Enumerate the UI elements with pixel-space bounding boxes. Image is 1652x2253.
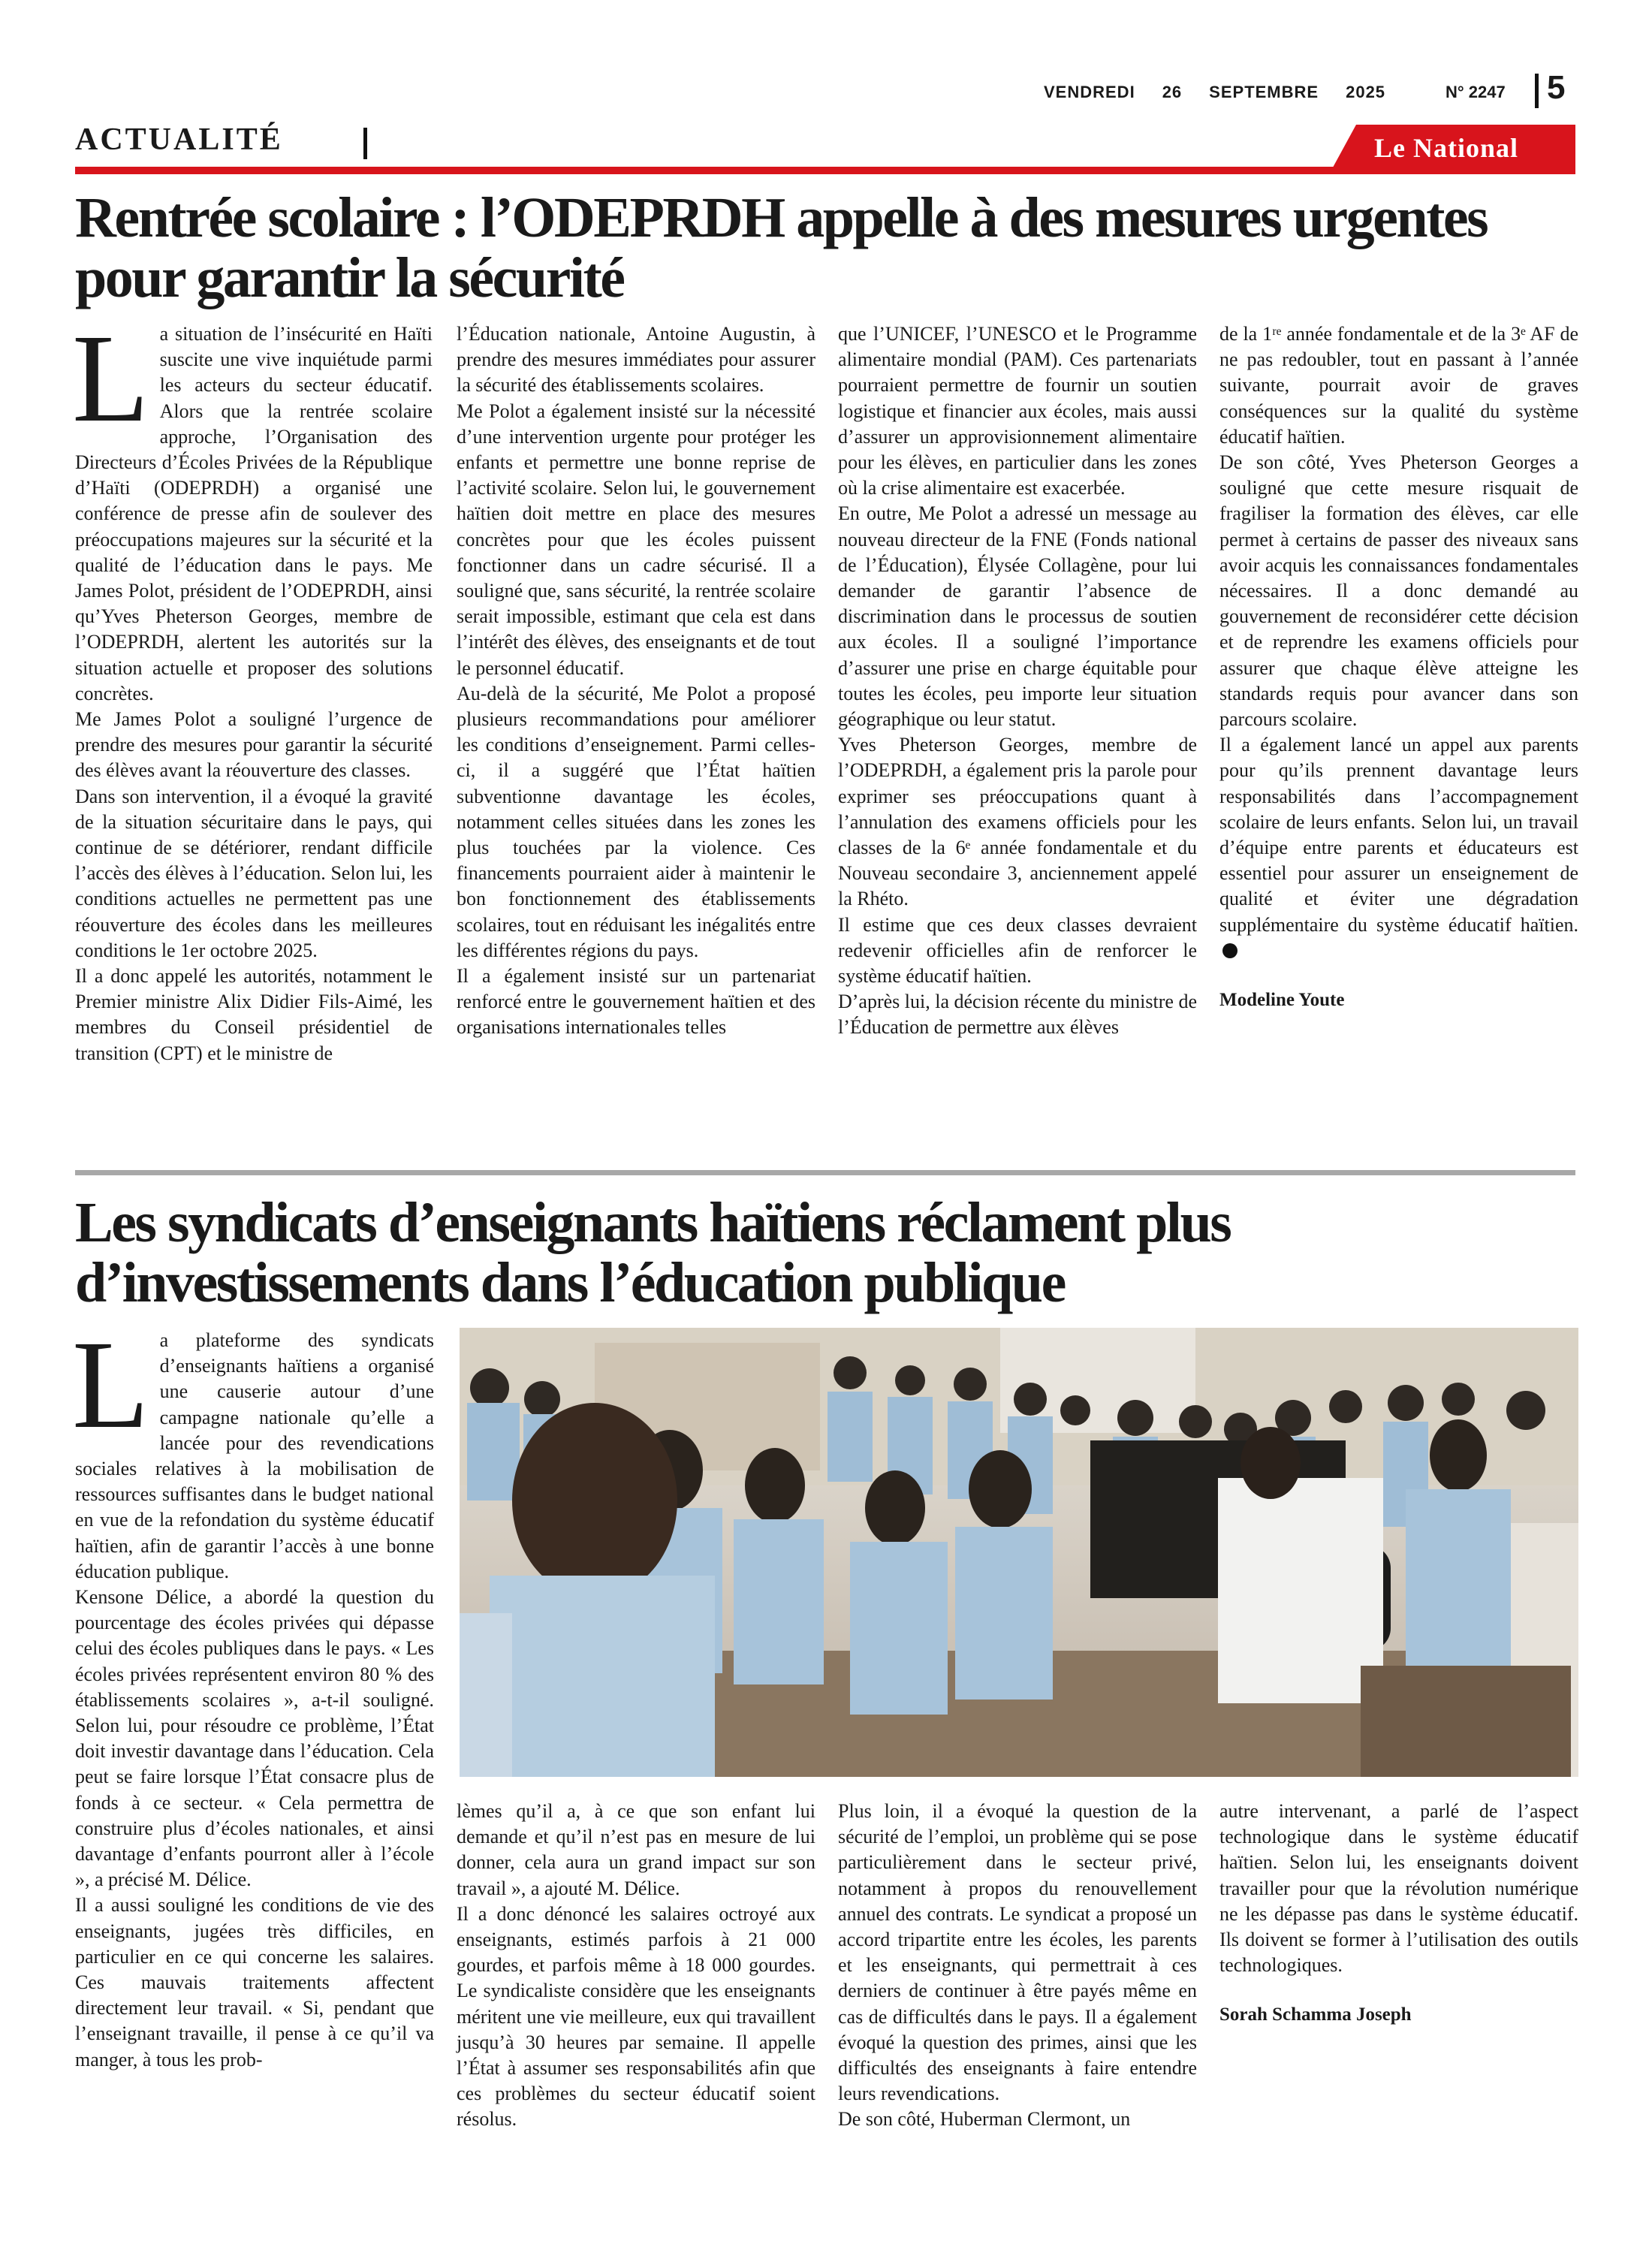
- section-label: ACTUALITÉ: [75, 122, 283, 157]
- article1-paragraph: De son côté, Yves Pheterson Georges a souligné que cette mesure risquait de fragiliser la formation des élèves, car elle permet à certains de passer des niveaux sans avoir acquis les connaissances fondamentales nécessaires. Il a donc demandé au gouvernement de reconsidérer cette décision et de reprendre les examens officiels pour assurer que chaque élève atteigne les standards requis pour avancer dans son parcours scolaire.: [1219, 451, 1578, 731]
- article1-column-1: [72, 309, 433, 1066]
- article1-paragraph: Yves Pheterson Georges, membre de l’ODEPRDH, a également pris la parole pour exprimer ses préoccupations quant à l’annulation des examens officiels pour les classes de la 6ᵉ année fondamentale et du Nouveau secondaire 3, anciennement appelé la Rhéto.: [838, 734, 1197, 910]
- article1-paragraph: Au-delà de la sécurité, Me Polot a proposé plusieurs recommandations pour améliorer les conditions d’enseignement. Parmi celles-ci, il a suggéré que l’État haïtien subventionne davantage les écoles, notamment celles situées dans les zones les plus touchées par la violence. Ces financements pourraient aider à maintenir le bon fonctionnement des établissements scolaires, tout en réduisant les inégalités entre les différentes régions du pays.: [457, 682, 815, 961]
- article2-column-3: [838, 1799, 1197, 2133]
- article2-headline: Les syndicats d’enseignants haïtiens réclament plus d’investissements dans l’éducation publique: [75, 1191, 1231, 1314]
- article2-column-4: [1219, 1799, 1578, 2028]
- article1-paragraph: Il a également lancé un appel aux parents pour qu’ils prennent davantage leurs responsabilités dans l’accompagnement scolaire de leurs enfants. Selon lui, un travail d’équipe entre parents et éducateurs est essentiel pour assurer un enseignement de qualité et éviter une dégradation supplémentaire du système éducatif haïtien.: [1219, 732, 1578, 964]
- folio-divider: [1535, 74, 1539, 108]
- section-divider: [363, 128, 367, 159]
- folio-month: SEPTEMBRE: [1209, 83, 1319, 101]
- folio-date: [1044, 83, 1412, 102]
- article1-paragraph: En outre, Me Polot a adressé un message au nouveau directeur de la FNE (Fonds national de l’Éducation), Élysée Collagène, pour lui demander de garantir l’absence de discrimination dans le processus de soutien aux écoles. Il a souligné l’importance d’assurer une prise en charge équitable pour toutes les écoles, peu importe leur situation géographique ou leur statut.: [838, 502, 1197, 731]
- article1-column-4: [1219, 321, 1578, 1013]
- article1-dropcap: L: [72, 309, 149, 448]
- article2-paragraph: Il a donc dénoncé les salaires octroyé aux enseignants, estimés parfois à 21 000 gourdes, et parfois même à 18 000 gourdes. Le syndicaliste considère que les enseignants méritent une vie meilleure, eux qui travaillent jusqu’à 30 heures par semaine. Il appelle l’État à assumer ses responsabilités afin que ces problèmes du secteur éducatif soient résolus.: [457, 1902, 815, 2131]
- article1-paragraph: l’Éducation nationale, Antoine Augustin, à prendre des mesures immédiates pour assurer la sécurité des établissements scolaires.: [457, 323, 815, 397]
- folio-day: VENDREDI: [1044, 83, 1135, 101]
- article2-paragraph: De son côté, Huberman Clermont, un: [838, 2108, 1131, 2131]
- article2-paragraph: Plus loin, il a évoqué la question de la sécurité de l’emploi, un problème qui se pose particulièrement dans le secteur privé, notamment à propos du renouvellement annuel des contrats. Le syndicat a proposé un accord tripartite entre les écoles, les parents et les enseignants, qui permettrait à ces derniers de continuer à être payés même en cas de difficultés dans le pays. Il a également évoqué la question des primes, ainsi que les difficultés des enseignants à faire entendre leurs revendications.: [838, 1800, 1197, 2105]
- article2-byline: Sorah Schamma Joseph: [1219, 2004, 1412, 2025]
- article2-dropcap: L: [72, 1315, 149, 1455]
- article2-paragraph: lèmes qu’il a, à ce que son enfant lui demande et qu’il n’est pas en mesure de lui donner, cela aura un grand impact sur son travail », a ajouté M. Délice.: [457, 1800, 815, 1899]
- article1-headline: Rentrée scolaire : l’ODEPRDH appelle à des mesures urgentes pour garantir la sécurité: [75, 186, 1488, 309]
- article1-byline: Modeline Youte: [1219, 990, 1345, 1011]
- folio-date-num: 26: [1162, 83, 1183, 101]
- article1-paragraph: Il a donc appelé les autorités, notamment le Premier ministre Alix Didier Fils-Aimé, les membres du Conseil présidentiel de transition (CPT) et le ministre de: [75, 965, 433, 1064]
- article-separator: [75, 1170, 1575, 1175]
- article1-paragraph: Dans son intervention, il a évoqué la gravité de la situation sécuritaire dans le pays, qui continue de se détériorer, rendant difficile l’accès des élèves à l’éducation. Selon lui, les conditions actuelles ne permettent pas une réouverture des écoles dans les meilleures conditions le 1er octobre 2025.: [75, 785, 433, 961]
- article2-paragraph: Kensone Délice, a abordé la question du pourcentage des écoles privées qui dépasse celui des écoles publiques dans le pays. « Les écoles privées représentent environ 80 % des établissements scolaires », a-t-il souligné. Selon lui, pour résoudre ce problème, l’État doit investir davantage dans l’éducation. Cela peut se faire lorsque l’État consacre plus de fonds à ce secteur. « Cela permettra de construire plus d’écoles nationales, et ainsi davantage d’enfants pourront aller à l’école », a précisé M. Délice.: [75, 1586, 434, 1891]
- folio-year: 2025: [1346, 83, 1386, 101]
- article1-paragraph: D’après lui, la décision récente du ministre de l’Éducation de permettre aux élèves: [838, 991, 1197, 1039]
- end-mark-icon: [1222, 943, 1237, 958]
- article2-column-1: [72, 1315, 434, 2073]
- article1-column-2: [457, 321, 815, 1041]
- page-number: 5: [1547, 69, 1566, 106]
- article1-paragraph: que l’UNICEF, l’UNESCO et le Programme alimentaire mondial (PAM). Ces partenariats pourraient permettre de fournir un soutien logistique et financier aux écoles, mais aussi d’assurer un approvisionnement alimentaire pour les élèves, en particulier dans les zones où la crise alimentaire est exacerbée.: [838, 323, 1197, 499]
- students-crowd-photo: [460, 1328, 1578, 1777]
- article1-paragraph: de la 1ʳᵉ année fondamentale et de la 3ᵉ AF de ne pas redoubler, tout en passant à l’année suivante, pourrait avoir de graves conséquences sur la qualité du système éducatif haïtien.: [1219, 323, 1578, 448]
- article1-column-3: [838, 321, 1197, 1041]
- brand-name: Le National: [1374, 133, 1519, 163]
- article2-paragraph: Il a aussi souligné les conditions de vie des enseignants, jugées très difficiles, en particulier en ce qui concerne les salaires. Ces mauvais traitements affectent directement leur travail. « Si, pendant que l’enseignant travaille, il pense à ce qu’il va manger, à tous les prob-: [75, 1894, 434, 2071]
- article2-paragraph: autre intervenant, a parlé de l’aspect technologique dans le système éducatif haïtien. Selon lui, les enseignants doivent travailler pour que la révolution numérique ne les dépasse pas dans le système éducatif. Ils doivent se former à l’utilisation des outils technologiques.: [1219, 1800, 1578, 1977]
- article1-paragraph: Me James Polot a souligné l’urgence de prendre des mesures pour garantir la sécurité des élèves avant la réouverture des classes.: [75, 708, 433, 782]
- article1-paragraph: Il a également insisté sur un partenariat renforcé entre le gouvernement haïtien et des organisations internationales telles: [457, 965, 815, 1039]
- article1-paragraph: Me Polot a également insisté sur la nécessité d’une intervention urgente pour protéger les enfants et permettre une bonne reprise de l’activité scolaire. Selon lui, le gouvernement haïtien doit mettre en place des mesures concrètes pour que les écoles puissent fonctionner dans un cadre sécurisé. Il a souligné que, sans sécurité, la rentrée scolaire serait impossible, estimant que cela est dans l’intérêt des élèves, des enseignants et de tout le personnel éducatif.: [457, 400, 815, 679]
- article2-column-2: [457, 1799, 815, 2133]
- article1-paragraph: Il estime que ces deux classes devraient redevenir officielles afin de renforcer le système éducatif haïtien.: [838, 913, 1197, 988]
- article1-paragraph: La situation de l’insécurité en Haïti suscite une vive inquiétude parmi les acteurs du secteur éducatif. Alors que la rentrée scolaire approche, l’Organisation des Directeurs d’Écoles Privées de la République d’Haïti (ODEPRDH) a organisé une conférence de presse afin de soulever des préoccupations majeures sur la sécurité et la qualité de l’éducation dans le pays. Me James Polot, président de l’ODEPRDH, ainsi qu’Yves Pheterson Georges, membre de l’ODEPRDH, alertent les autorités sur la situation actuelle et proposer des solutions concrètes.: [72, 309, 433, 704]
- issue-number: N° 2247: [1446, 83, 1506, 101]
- article2-paragraph: La plateforme des syndicats d’enseignants haïtiens a organisé une causerie autour d’une campagne nationale qu’elle a lancée pour des revendications sociales relatives à la mobilisation de ressources suffisantes dans le budget national en vue de la refondation du système éducatif haïtien, afin de garantir l’accès à une bonne éducation publique.: [72, 1315, 434, 1582]
